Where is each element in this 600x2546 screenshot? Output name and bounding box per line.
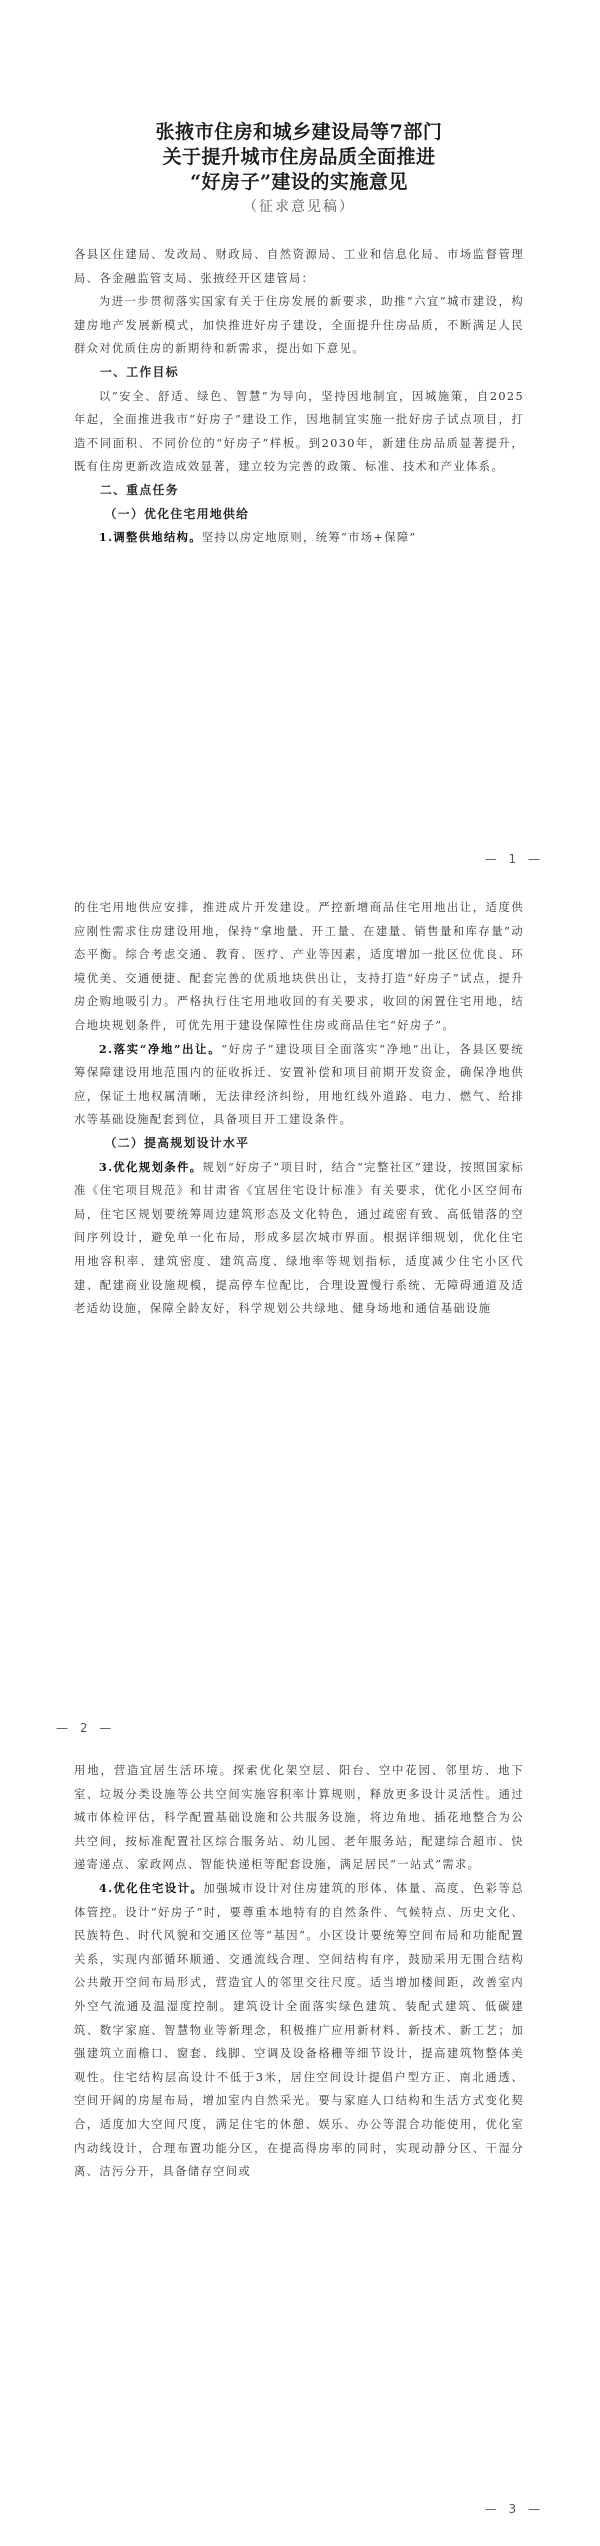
item-1-lead: 1.调整供地结构。	[98, 530, 202, 545]
item-3-text-continued: 用地，营造宜居生活环境。探索优化架空层、阳台、空中花园、邻里坊、地下室、垃圾分类设施等公共空间实施容积率计算规则，释放更多设计灵活性。通过城市体检评估，科学配置基础设施和公共服务设施，将边角地、插花地整合为公共空间，按标准配置社区综合服务站、幼儿园、老年服务站，配建综合超市、快递寄递点、家政网点、智能快递柜等配套设施，满足居民“一站式”需求。	[74, 1764, 524, 1872]
document-title-line-3: “好房子”建设的实施意见	[190, 171, 408, 193]
item-3-text-start: 规划“好房子”项目时，结合“完整社区”建设，按照国家标准《住宅项目规范》和甘肃省《宜居住宅设计标准》有关要求，优化小区空间布局，住宅区规划要统筹周边建筑形态及文化特色，通过疏密有致、高低错落的空间序列设计，避免单一化布局，形成多层次城市界面。根据详细规划，优化住宅用地容积率、建筑密度、建筑高度、绿地率等规划指标，适度减少住宅小区代建、配建商业设施规模，提高停车位配比，合理设置慢行系统、无障碍通道及适老适幼设施，保障全龄友好，科学规划公共绿地、健身场地和通信基础设施	[74, 1160, 524, 1316]
addressee: 各县区住建局、发改局、财政局、自然资源局、工业和信息化局、市场监督管理局、各金融监管支局、张掖经开区建管局：	[74, 248, 524, 285]
intro-paragraph: 为进一步贯彻落实国家有关于住房发展的新要求，助推“六宜”城市建设，构建房地产发展新模式，加快推进好房子建设，全面提升住房品质，不断满足人民群众对优质住房的新期待和新需求，提出如下意见。	[74, 295, 524, 356]
item-3-paragraph-start	[74, 1156, 524, 1321]
item-2-paragraph	[74, 1038, 524, 1132]
subsection-1-heading: （一）优化住宅用地供给	[104, 506, 250, 521]
document-title-line-1: 张掖市住房和城乡建设局等7部门	[155, 121, 443, 143]
page-3	[0, 1759, 600, 2184]
document-subtitle: （征求意见稿）	[243, 199, 355, 215]
page-number-2: — 2 —	[56, 1721, 116, 1735]
item-1-text-continued: 的住宅用地供应安排，推进成片开发建设。严控新增商品住宅用地出让，适度供应刚性需求住房建设用地，保持“拿地量、开工量、在建量、销售量和库存量”动态平衡。综合考虑交通、教育、医疗、产业等因素，适度增加一批区位优良、环境优美、交通便捷、配套完善的优质地块供出让，支持打造“好房子”试点，提升房企购地吸引力。严格执行住宅用地收回的有关要求，收回的闲置住宅用地，结合地块规划条件，可优先用于建设保障性住房或商品住宅“好房子”。	[74, 901, 524, 1032]
item-2-lead: 2.落实“净地”出让。	[98, 1041, 222, 1056]
page-1	[0, 120, 600, 550]
item-1-paragraph-start	[74, 526, 524, 550]
page-number-1: — 1 —	[484, 852, 544, 866]
section-2-heading: 二、重点任务	[99, 482, 179, 497]
page-2	[0, 896, 600, 1321]
item-4-lead: 4.优化住宅设计。	[98, 1880, 204, 1895]
subsection-2-heading: （二）提高规划设计水平	[104, 1135, 250, 1150]
item-3-lead: 3.优化规划条件。	[98, 1159, 203, 1174]
document-title-line-2: 关于提升城市住房品质全面推进	[162, 146, 436, 168]
item-4-text: 加强城市设计对住房建筑的形体、体量、高度、色彩等总体管控。设计“好房子”时，要尊重本地特有的自然条件、气候特点、历史文化、民族特色、时代风貌和交通区位等“基因”。小区设计要统筹空间布局和功能配置关系，实现内部循环顺通、交通流线合理、空间结构有序，鼓励采用无围合结构公共敞开空间布局形式，营造宜人的邻里交往尺度。适当增加楼间距，改善室内外空气流通及温湿度控制。建筑设计全面落实绿色建筑、装配式建筑、低碳建筑、数字家庭、智慧物业等新理念，积极推广应用新材料、新技术、新工艺；加强建筑立面檐口、窗套、线脚、空调及设备格栅等细节设计，提高建筑物整体美观性。住宅结构层高设计不低于3米，居住空间设计提倡户型方正、南北通透、空间开阔的房屋布局，增加室内自然采光。要与家庭人口结构和生活方式变化契合，适度加大空间尺度，满足住宅的休憩、娱乐、办公等混合功能使用，优化室内动线设计，合理布置功能分区，在提高得房率的同时，实现动静分区、干湿分离、洁污分开，具备储存空间或	[74, 1881, 524, 2179]
section-1-heading: 一、工作目标	[99, 364, 179, 379]
item-1-text-start: 坚持以房定地原则，统筹“市场+保障”	[201, 531, 417, 545]
item-2-text: “好房子”建设项目全面落实“净地”出让，各县区要统筹保障建设用地范围内的征收拆迁、安置补偿和项目前期开发资金，确保净地供应，保证土地权属清晰，无法律经济纠纷，用地红线外道路、电力、燃气、给排水等基础设施配套到位，具备项目开工建设条件。	[74, 1042, 524, 1127]
section-1-paragraph: 以“安全、舒适、绿色、智慧”为导向，坚持因地制宜，因城施策，自2025年起，全面推进我市“好房子”建设工作，因地制宜实施一批好房子试点项目，打造不同面积、不同价位的“好房子”样板。到2030年，新建住房品质显著提升，既有住房更新改造成效显著，建立较为完善的政策、标准、技术和产业体系。	[74, 389, 524, 474]
item-4-paragraph	[74, 1877, 524, 2184]
document-title-block	[74, 120, 524, 217]
page-number-3: — 3 —	[484, 2502, 544, 2516]
